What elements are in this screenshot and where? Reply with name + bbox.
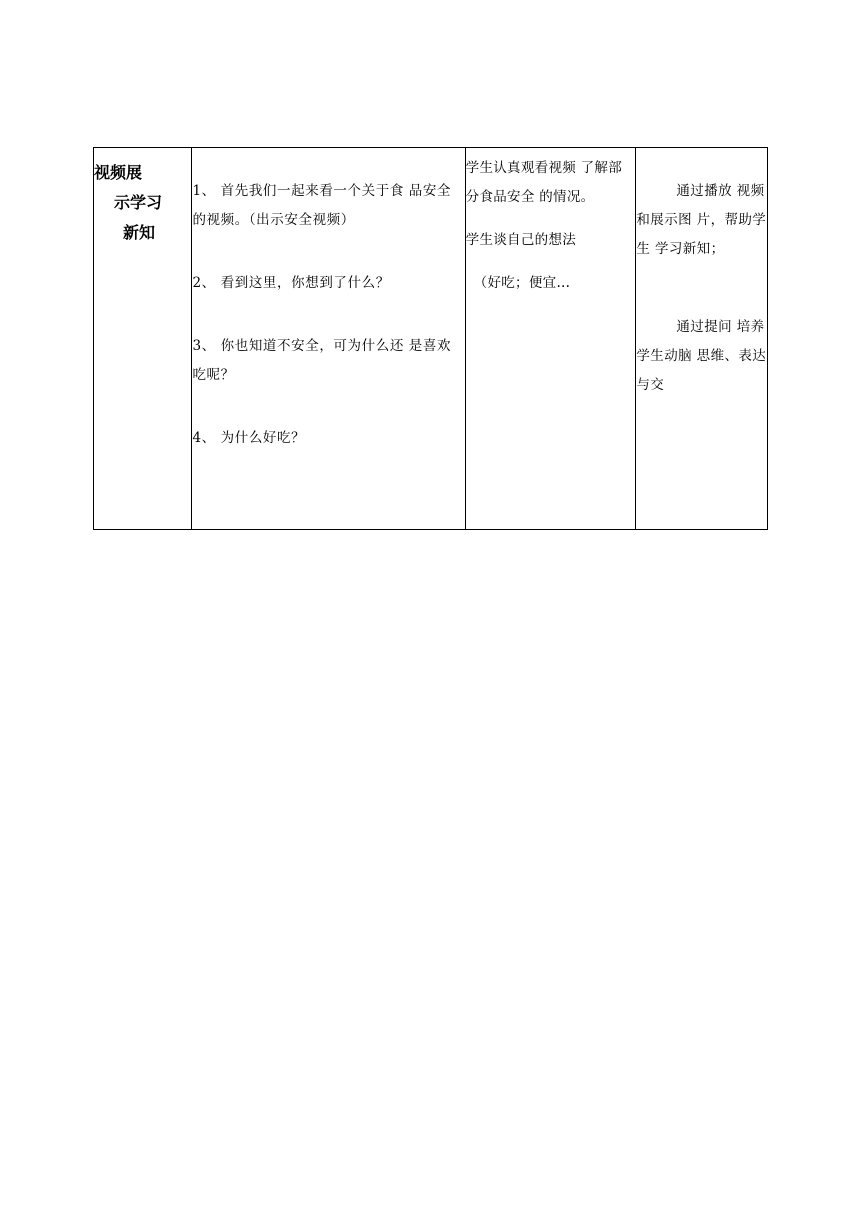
stage-title-line: 视频展 [94, 163, 143, 182]
teacher-step: 3、 你也知道不安全，可为什么还 是喜欢吃呢？ [192, 338, 452, 383]
teacher-step: 1、 首先我们一起来看一个关于食 品安全的视频。（出示安全视频） [192, 183, 452, 228]
teacher-activity-cell [192, 148, 465, 530]
design-intent-cell [636, 148, 768, 530]
design-intent: 通过提问 培养学生动脑 思维、表达与交 [636, 319, 767, 393]
stage-cell [94, 148, 192, 530]
teacher-step: 2、 看到这里，你想到了什么？ [192, 275, 390, 291]
design-intent: 通过播放 视频和展示图 片，帮助学生 学习新知； [636, 183, 767, 257]
table-row [94, 148, 768, 530]
student-activity: 学生认真观看视频 了解部分食品安全 的情况。 [465, 160, 623, 205]
student-activity: 学生谈自己的想法 [465, 232, 577, 248]
teacher-steps-list [192, 148, 464, 453]
design-intent-list [636, 148, 767, 400]
teacher-step: 4、 为什么好吃？ [192, 430, 306, 446]
lesson-plan-table [93, 147, 768, 530]
student-activity-cell [465, 148, 636, 530]
stage-title-line: 新知 [123, 223, 156, 242]
stage-title [94, 158, 191, 248]
stage-title-line: 示学习 [114, 193, 163, 212]
student-activity-list [466, 148, 636, 298]
student-activity: （好吃；便宜... [473, 275, 571, 291]
